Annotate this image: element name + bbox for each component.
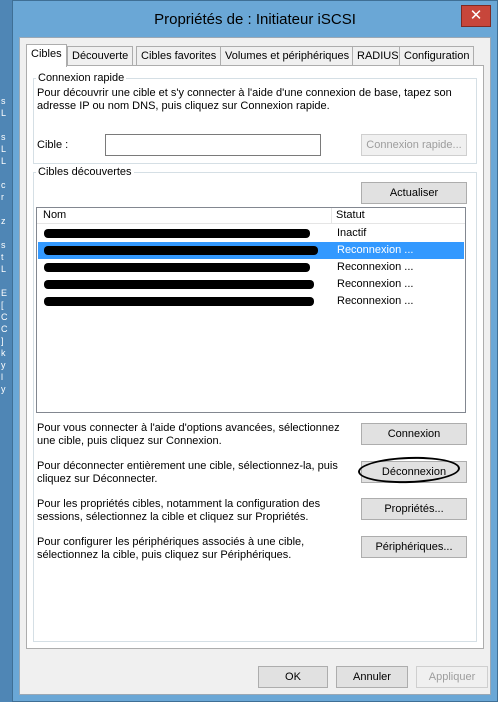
target-status: Reconnexion ... bbox=[337, 295, 414, 307]
redacted-target-name bbox=[44, 297, 314, 306]
tab-radius[interactable]: RADIUS bbox=[352, 46, 404, 66]
background-text: s L s L L c r z s t L E [ C C ] k y l y bbox=[1, 96, 8, 394]
column-separator[interactable] bbox=[331, 208, 332, 224]
tab-configuration[interactable]: Configuration bbox=[399, 46, 474, 66]
target-label: Cible : bbox=[37, 139, 69, 151]
target-input[interactable] bbox=[105, 134, 321, 156]
targets-list-header bbox=[37, 208, 465, 224]
ok-button[interactable]: OK bbox=[258, 666, 328, 688]
target-row[interactable] bbox=[38, 293, 464, 310]
redacted-target-name bbox=[44, 280, 314, 289]
properties-button[interactable]: Propriétés... bbox=[361, 498, 467, 520]
tab-volumes-peripheriques[interactable]: Volumes et périphériques bbox=[220, 46, 354, 66]
column-header-name[interactable]: Nom bbox=[43, 209, 67, 221]
devices-button[interactable]: Périphériques... bbox=[361, 536, 467, 558]
properties-help-text: Pour les propriétés cibles, notamment la configuration des sessions, sélectionnez la cible et cliquez sur Propriétés. bbox=[37, 498, 321, 523]
target-row[interactable] bbox=[38, 276, 464, 293]
redacted-target-name bbox=[44, 246, 318, 255]
target-status: Inactif bbox=[337, 227, 367, 239]
quick-connect-button[interactable]: Connexion rapide... bbox=[361, 134, 467, 156]
quick-connect-description: Pour découvrir une cible et s'y connecter à l'aide d'une connexion de base, tapez son adresse IP ou nom DNS, puis cliquez sur Connexion rapide. bbox=[37, 87, 452, 112]
cancel-button[interactable]: Annuler bbox=[336, 666, 408, 688]
target-row-selected[interactable] bbox=[38, 242, 464, 259]
tab-decouverte[interactable]: Découverte bbox=[67, 46, 133, 66]
disconnect-help-text: Pour déconnecter entièrement une cible, sélectionnez-la, puis cliquez sur Déconnecter. bbox=[37, 460, 338, 485]
target-status: Reconnexion ... bbox=[337, 244, 414, 256]
target-status: Reconnexion ... bbox=[337, 278, 414, 290]
apply-button[interactable]: Appliquer bbox=[416, 666, 488, 688]
connect-help-text: Pour vous connecter à l'aide d'options avancées, sélectionnez une cible, puis cliquez sur Connexion. bbox=[37, 422, 340, 447]
refresh-button[interactable]: Actualiser bbox=[361, 182, 467, 204]
title-bar[interactable] bbox=[13, 1, 497, 37]
target-row[interactable] bbox=[38, 225, 464, 242]
column-header-status[interactable]: Statut bbox=[336, 209, 365, 221]
dialog-client bbox=[19, 37, 491, 695]
redacted-target-name bbox=[44, 263, 310, 272]
connect-button[interactable]: Connexion bbox=[361, 423, 467, 445]
quick-connect-legend: Connexion rapide bbox=[38, 72, 125, 84]
tab-cibles-favorites[interactable]: Cibles favorites bbox=[136, 46, 221, 66]
disconnect-button[interactable]: Déconnexion bbox=[361, 461, 467, 483]
close-button[interactable]: ✕ bbox=[461, 5, 491, 27]
window-title: Propriétés de : Initiateur iSCSI bbox=[154, 11, 356, 28]
devices-help-text: Pour configurer les périphériques associés à une cible, sélectionnez la cible, puis cliquez sur Périphériques. bbox=[37, 536, 305, 561]
redacted-target-name bbox=[44, 229, 310, 238]
target-status: Reconnexion ... bbox=[337, 261, 414, 273]
discovered-targets-legend: Cibles découvertes bbox=[38, 166, 132, 178]
tab-panel-cibles bbox=[26, 65, 484, 649]
targets-list[interactable] bbox=[36, 207, 466, 413]
properties-dialog bbox=[12, 0, 498, 702]
tab-cibles[interactable]: Cibles bbox=[26, 44, 67, 67]
target-row[interactable] bbox=[38, 259, 464, 276]
